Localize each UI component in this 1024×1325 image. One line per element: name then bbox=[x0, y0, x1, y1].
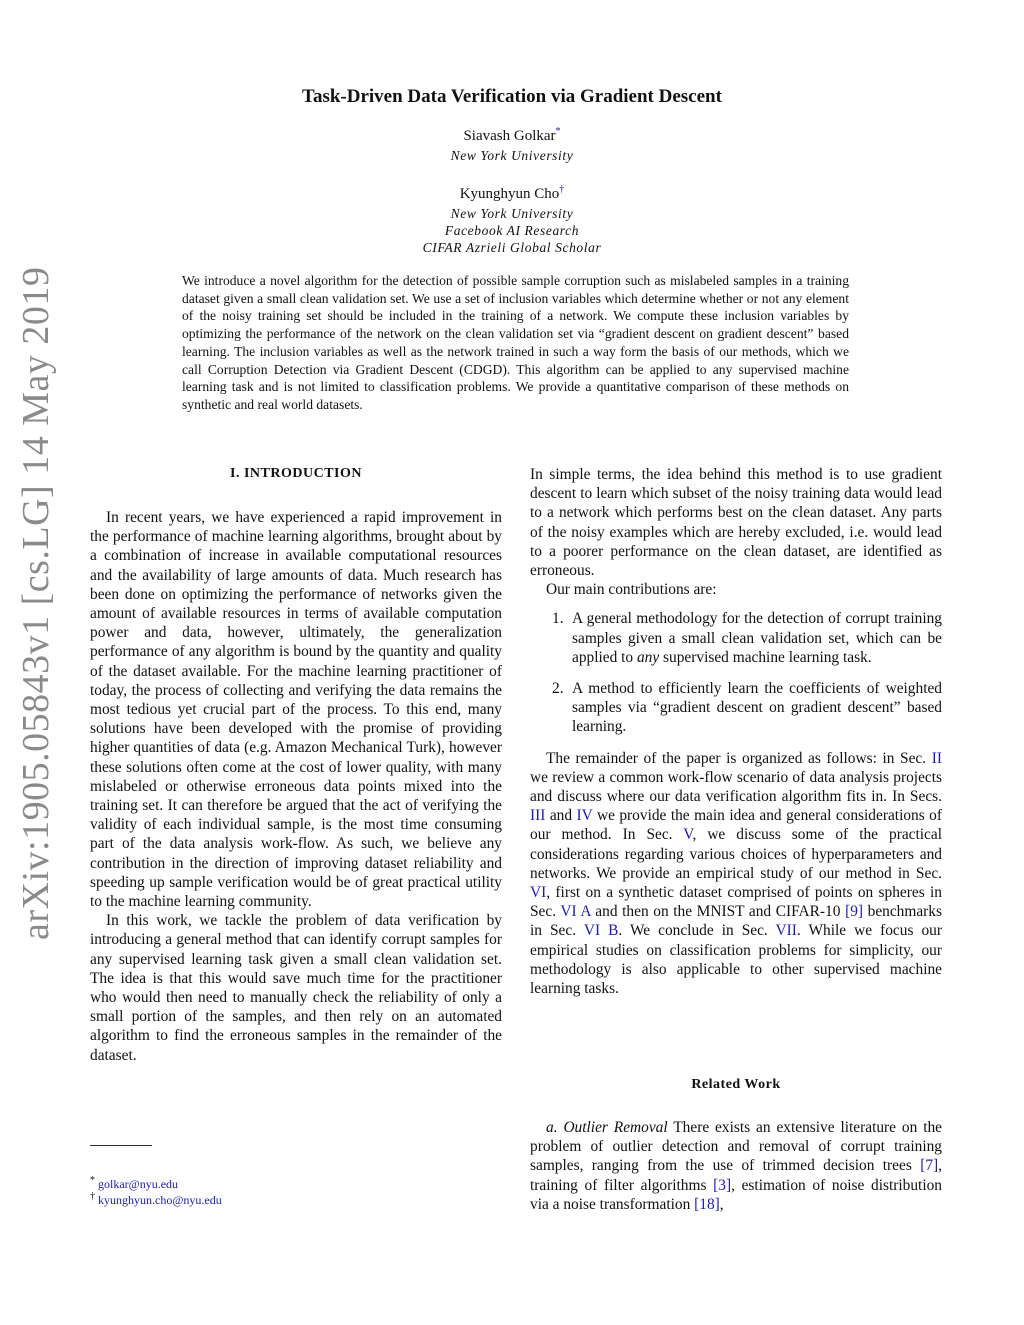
footnote-2-email-link[interactable]: kyunghyun.cho@nyu.edu bbox=[98, 1193, 222, 1207]
ref-sec-7[interactable]: VII bbox=[775, 922, 797, 940]
ref-sec-4[interactable]: IV bbox=[576, 807, 593, 825]
paper-title: Task-Driven Data Verification via Gradient Descent bbox=[302, 86, 722, 107]
author-1-footnote-mark[interactable]: * bbox=[555, 126, 561, 137]
contribution-item-1 bbox=[530, 609, 942, 667]
footnote-1-mark: * bbox=[90, 1175, 95, 1186]
ref-sec-6b[interactable]: VI B bbox=[583, 922, 619, 940]
ref-sec-2[interactable]: II bbox=[931, 749, 942, 767]
method-summary-paragraph: In simple terms, the idea behind this method is to use gradient descent to learn which subset of the noisy training data would lead to a network which performs best on the clean dataset. Any parts of the noisy examples which are hereby excluded, i.e. would lead to a poorer performance on the clean dataset, are identified as erroneous. bbox=[530, 466, 942, 580]
intro-body bbox=[90, 508, 502, 1065]
intro-paragraph-1: In recent years, we have experienced a rapid improvement in the performance of machine learning algorithms, brought about by a combination of increase in available computational resources and the availability of large amounts of data. Much research has been done on optimizing the performance of networks given the amount of available resources in terms of available computation power and data, however, ultimately, the generalization performance of any algorithm is bound by the quantity and quality of the dataset available. For the machine learning practitioner of today, the process of collecting and verifying the data remains the most tedious yet crucial part of the process. To this end, many solutions have been developed with the promise of providing higher quantities of data (e.g. Amazon Mechanical Turk), however these solutions often come at the cost of lower quality, with many mislabeled or otherwise erroneous data points mixed into the training set. It can therefore be argued that the act of verifying the validity of each individual sample, is the most time consuming part of the data analysis work-flow. As such, we believe any contribution in the direction of improving dataset reliability and speeding up sample verification would be of great practical utility to the machine learning community. bbox=[90, 509, 502, 911]
ref-cite-3[interactable]: [3] bbox=[713, 1176, 732, 1194]
abstract: We introduce a novel algorithm for the detection of possible sample corruption such as mislabeled samples in a training dataset given a small clean validation set. We use a set of inclusion variables which determine whether or not any element of the noisy training set should be included in the training of a network. We compute these inclusion variables by optimizing the performance of the network on the clean validation set via “gradient descent on gradient descent” based learning. The inclusion variables as well as the network trained in such a way form the basis of our methods, which we call Corruption Detection via Gradient Descent (CDGD). This algorithm can be applied to any supervised machine learning task and is not limited to classification problems. We provide a quantitative comparison of these methods on synthetic and real world datasets. bbox=[182, 273, 849, 412]
outlier-removal-label: a. Outlier Removal bbox=[546, 1119, 668, 1136]
contribution-item-1-text-b: supervised machine learning task. bbox=[659, 648, 872, 666]
ref-cite-9[interactable]: [9] bbox=[845, 903, 864, 921]
contribution-item-1-emphasis: any bbox=[636, 648, 660, 666]
footnote-1 bbox=[90, 1177, 178, 1192]
author-1-affiliation: New York University bbox=[450, 148, 574, 163]
intro-paragraph-2: In this work, we tackle the problem of data verification by introducing a general method that can identify corrupt samples for any supervised learning task given a small clean validation set. The idea is that this would save much time for the practitioner who would then need to manually check the reliability of only a small portion of the samples, and then rely on an automated algorithm to find the erroneous samples in the remainder of the dataset. bbox=[90, 912, 502, 1064]
author-2-footnote-mark[interactable]: † bbox=[559, 184, 565, 195]
contribution-item-2-number: 2. bbox=[552, 680, 564, 698]
author-1 bbox=[0, 128, 1024, 145]
ref-sec-3[interactable]: III bbox=[530, 807, 546, 825]
ref-cite-7[interactable]: [7] bbox=[920, 1157, 939, 1175]
author-1-name: Siavash Golkar bbox=[463, 128, 556, 144]
author-2-name: Kyunghyun Cho bbox=[459, 186, 560, 202]
outlier-removal-paragraph: a. Outlier Removal There exists an extensive literature on the problem of outlier detection and removal of corrupt training samples, ranging from the use of trimmed decision trees [7], training of filter algorithms [3], estimation of noise distribution via a noise transformation [18], bbox=[530, 1119, 943, 1213]
arxiv-stamp: arXiv:1905.05843v1 [cs.LG] 14 May 2019 bbox=[15, 266, 57, 940]
contribution-item-1-number: 1. bbox=[552, 610, 564, 628]
contribution-item-2 bbox=[530, 679, 942, 737]
contribution-item-1-text-a: A general methodology for the detection of corrupt training samples given a small clean validation set, which can be applied to bbox=[572, 610, 942, 666]
footnote-1-email-link[interactable]: golkar@nyu.edu bbox=[98, 1177, 179, 1191]
author-2-affiliation-1: New York University bbox=[450, 206, 574, 221]
ref-sec-5[interactable]: V bbox=[683, 826, 693, 844]
author-2-affiliation-3: CIFAR Azrieli Global Scholar bbox=[422, 240, 602, 255]
footnote-2 bbox=[90, 1193, 222, 1208]
ref-cite-18[interactable]: [18] bbox=[694, 1195, 720, 1213]
author-2 bbox=[0, 186, 1024, 203]
footnote-rule bbox=[90, 1145, 152, 1146]
related-work-heading: Related Work bbox=[691, 1077, 781, 1092]
ref-sec-6[interactable]: VI bbox=[530, 884, 547, 902]
ref-sec-6a[interactable]: VI A bbox=[560, 903, 591, 921]
organization-paragraph: The remainder of the paper is organized as follows: in Sec. II we review a common work-flow scenario of data analysis projects and discuss where our data verification algorithm fits in. In Secs. III and IV we provide the main idea and general considerations of our method. In Sec. V, we discuss some of the practical considerations regarding various choices of hyperparameters and networks. We provide an empirical study of our method in Sec. VI, first on a synthetic dataset comprised of points on spheres in Sec. VI A and then on the MNIST and CIFAR-10 [9] benchmarks in Sec. VI B. We conclude in Sec. VII. While we focus our empirical studies on classification problems for simplicity, our methodology is also applicable to other supervised machine learning tasks. bbox=[530, 749, 943, 998]
section-heading-introduction: I. INTRODUCTION bbox=[230, 466, 362, 481]
footnote-2-mark: † bbox=[90, 1191, 95, 1202]
right-column bbox=[530, 465, 942, 998]
author-2-affiliation-2: Facebook AI Research bbox=[444, 223, 580, 238]
contribution-item-2-text: A method to efficiently learn the coefficients of weighted samples via “gradient descent on gradient descent” based learning. bbox=[572, 680, 942, 736]
contributions-intro: Our main contributions are: bbox=[546, 581, 717, 599]
